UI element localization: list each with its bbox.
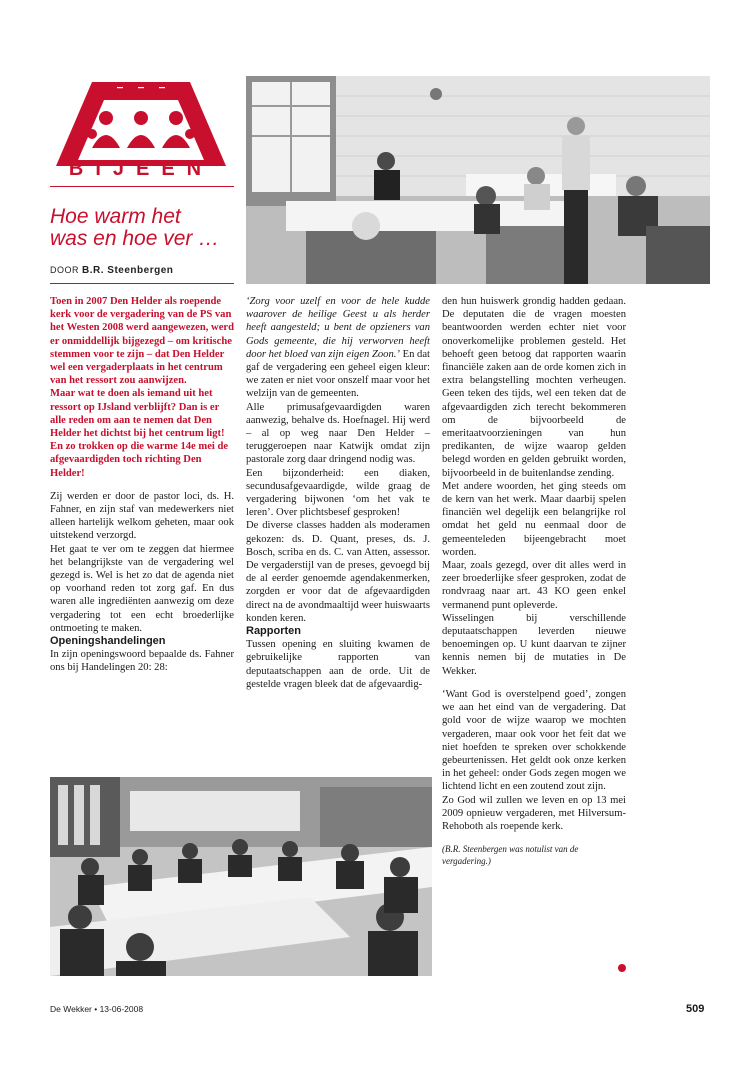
page-number: 509	[686, 1003, 705, 1015]
article-title	[50, 206, 240, 250]
body-paragraph: Alle primusafgevaardigden waren aanwezig, behalve ds. Hoefnagel. Hij werd – al op weg naar Den Helder – teruggeroepen naar Katwijk omdat zijn pastorale zorg daar dringend nodig was.	[246, 401, 430, 466]
body-paragraph: Zij werden er door de pastor loci, ds. H. Fahner, en zijn staf van medewerkers niet alleen hartelijk welkom geheten, maar ook uitstekend verzorgd.	[50, 490, 234, 542]
title-line: Hoe warm het	[50, 205, 181, 228]
lead-paragraph: Toen in 2007 Den Helder als roepende kerk voor de vergadering van de PS van het Westen 2008 werd aangewezen, werd er onmiddellijk bijgezegd – om kritische stemmen voor te zijn – dat Den Helder wel een vergaderplaats in het centrum van het ressort zou aanwijzen.	[50, 296, 234, 387]
article-column-1	[50, 295, 234, 675]
body-paragraph: Tussen opening en sluiting kwamen de gebruikelijke rapporten van deputaatschappen aan de orde. Uit de gestelde vragen bleek dat de afgevaardig-	[246, 639, 430, 690]
body-paragraph: De diverse classes hadden als moderamen gekozen: ds. D. Quant, preses, ds. J. Bosch, scriba en ds. C. van Atten, assessor. De vergaderstijl van de preses, gevoegd bij de al eerder genoemde agendakenmerken, zorgden er voor dat de afgevaardigden direct na de avondmaaltijd weer huiswaarts konden keren.	[246, 520, 430, 624]
quote-paragraph	[246, 295, 430, 401]
lead-paragraph: Maar wat te doen als iemand uit het ressort op IJsland verblijft? Dan is er alle reden om aan te nemen dat Den Helder het dichtst bij het centrum ligt!	[50, 388, 225, 440]
byline-divider	[50, 283, 234, 284]
meeting-photo-bottom	[50, 777, 432, 976]
article-column-3	[442, 295, 626, 867]
body-paragraph: Wisselingen bij verschillende deputaatschappen leverden nieuwe benoemingen op. U kunt daarvan te zijner kennis nemen bij de mutaties in De Wekker.	[442, 612, 626, 677]
body-paragraph: In zijn openingswoord bepaalde ds. Fahner ons bij Handelingen 20: 28:	[50, 649, 234, 674]
meeting-photo-top	[246, 76, 710, 284]
body-paragraph: Met andere woorden, het ging steeds om de kern van het werk. Maar daarbij spelen financiën wel degelijk een belangrijke rol omdat het geld nu eenmaal door de gemeenteleden bijeengebracht moet worden.	[442, 480, 626, 558]
body-paragraph: Een bijzonderheid: een diaken, secundusafgevaardigde, wilde graag de vergadering bijwonen ‘om het vak te leren’. Over plichtsbesef gesproken!	[246, 467, 430, 519]
author-note: (B.R. Steenbergen was notulist van de vergadering.)	[442, 844, 579, 867]
byline-prefix: DOOR	[50, 265, 79, 275]
body-paragraph: ‘Want God is overstelpend goed’, zongen we aan het eind van de vergadering. Dat gold voor de wijze waarop we mochten vergaderen, maar ook voor het feit dat we niet hoefden te spreken over schokkende gebeurtenissen. Het geldt ook onze kerken in het geheel: onder Gods zegen mogen we lichtend licht en een zoutend zout zijn.	[442, 688, 626, 793]
author-name: B.R. Steenbergen	[82, 265, 174, 276]
body-paragraph: Maar, zoals gezegd, over dit alles werd in zeer broederlijke sfeer gesproken, zodat de rondvraag naar art. 43 KO geen enkel vermanend punt opleverde.	[442, 560, 626, 611]
body-paragraph: Het gaat te ver om te zeggen dat hiermee het belangrijkste van de vergadering wel gezegd is. Wel is het zo dat de agenda niet op voorhand reden tot zorg gaf. En dus waren alle ingrediënten aanwezig om deze vergadering tot een echt broederlijke ontmoeting te maken.	[50, 543, 234, 634]
byline	[50, 265, 173, 276]
section-heading: Openingshandelingen	[50, 635, 166, 648]
scripture-quote: ‘Zorg voor uzelf en voor de hele kudde waarover de heilige Geest u als herder heeft aangesteld; u bent de opzieners van Gods gemeente, die hij verworven heeft door het bloed van zijn eigen Zoon.’	[246, 296, 430, 360]
title-line: was en hoe ver …	[50, 227, 220, 250]
footer-publication: De Wekker • 13-06-2008	[50, 1004, 144, 1014]
article-column-2	[246, 295, 430, 691]
lead-paragraph: En zo trokken op die warme 14e mei de afgevaardigden toch richting Den Helder!	[50, 441, 229, 479]
body-paragraph: den hun huiswerk grondig hadden gedaan. De deputaten die de vragen moesten beantwoorden werden echter niet voor onoverkomelijke problemen gesteld. Het behoeft geen betoog dat rapporten waarin financiële zaken aan de orde komen zich in extra belangstelling mochten verheugen. Geen teken des tijds, wel een teken dat de afgevaardigden zich terecht bekommeren om de bijvoorbeeld de emeritaatvoorzieningen van hun predikanten, de wijze waarop gelden belegd worden en gelden gebruikt worden, bijvoorbeeld in de buitenlandse zending.	[442, 296, 626, 479]
section-heading: Rapporten	[246, 625, 301, 638]
logo-divider	[50, 186, 234, 187]
quote-followup: En dat gaf de vergadering een geheel eigen kleur: we zaten er niet voor onszelf maar voor het welzijn van de gemeenten.	[246, 348, 430, 400]
end-of-article-dot	[618, 964, 626, 972]
body-paragraph: Zo God wil zullen we leven en op 13 mei 2009 opnieuw vergaderen, met Hilversum-Rehoboth als roepende kerk.	[442, 794, 626, 832]
logo-wordmark: BIJEEN	[68, 158, 214, 180]
